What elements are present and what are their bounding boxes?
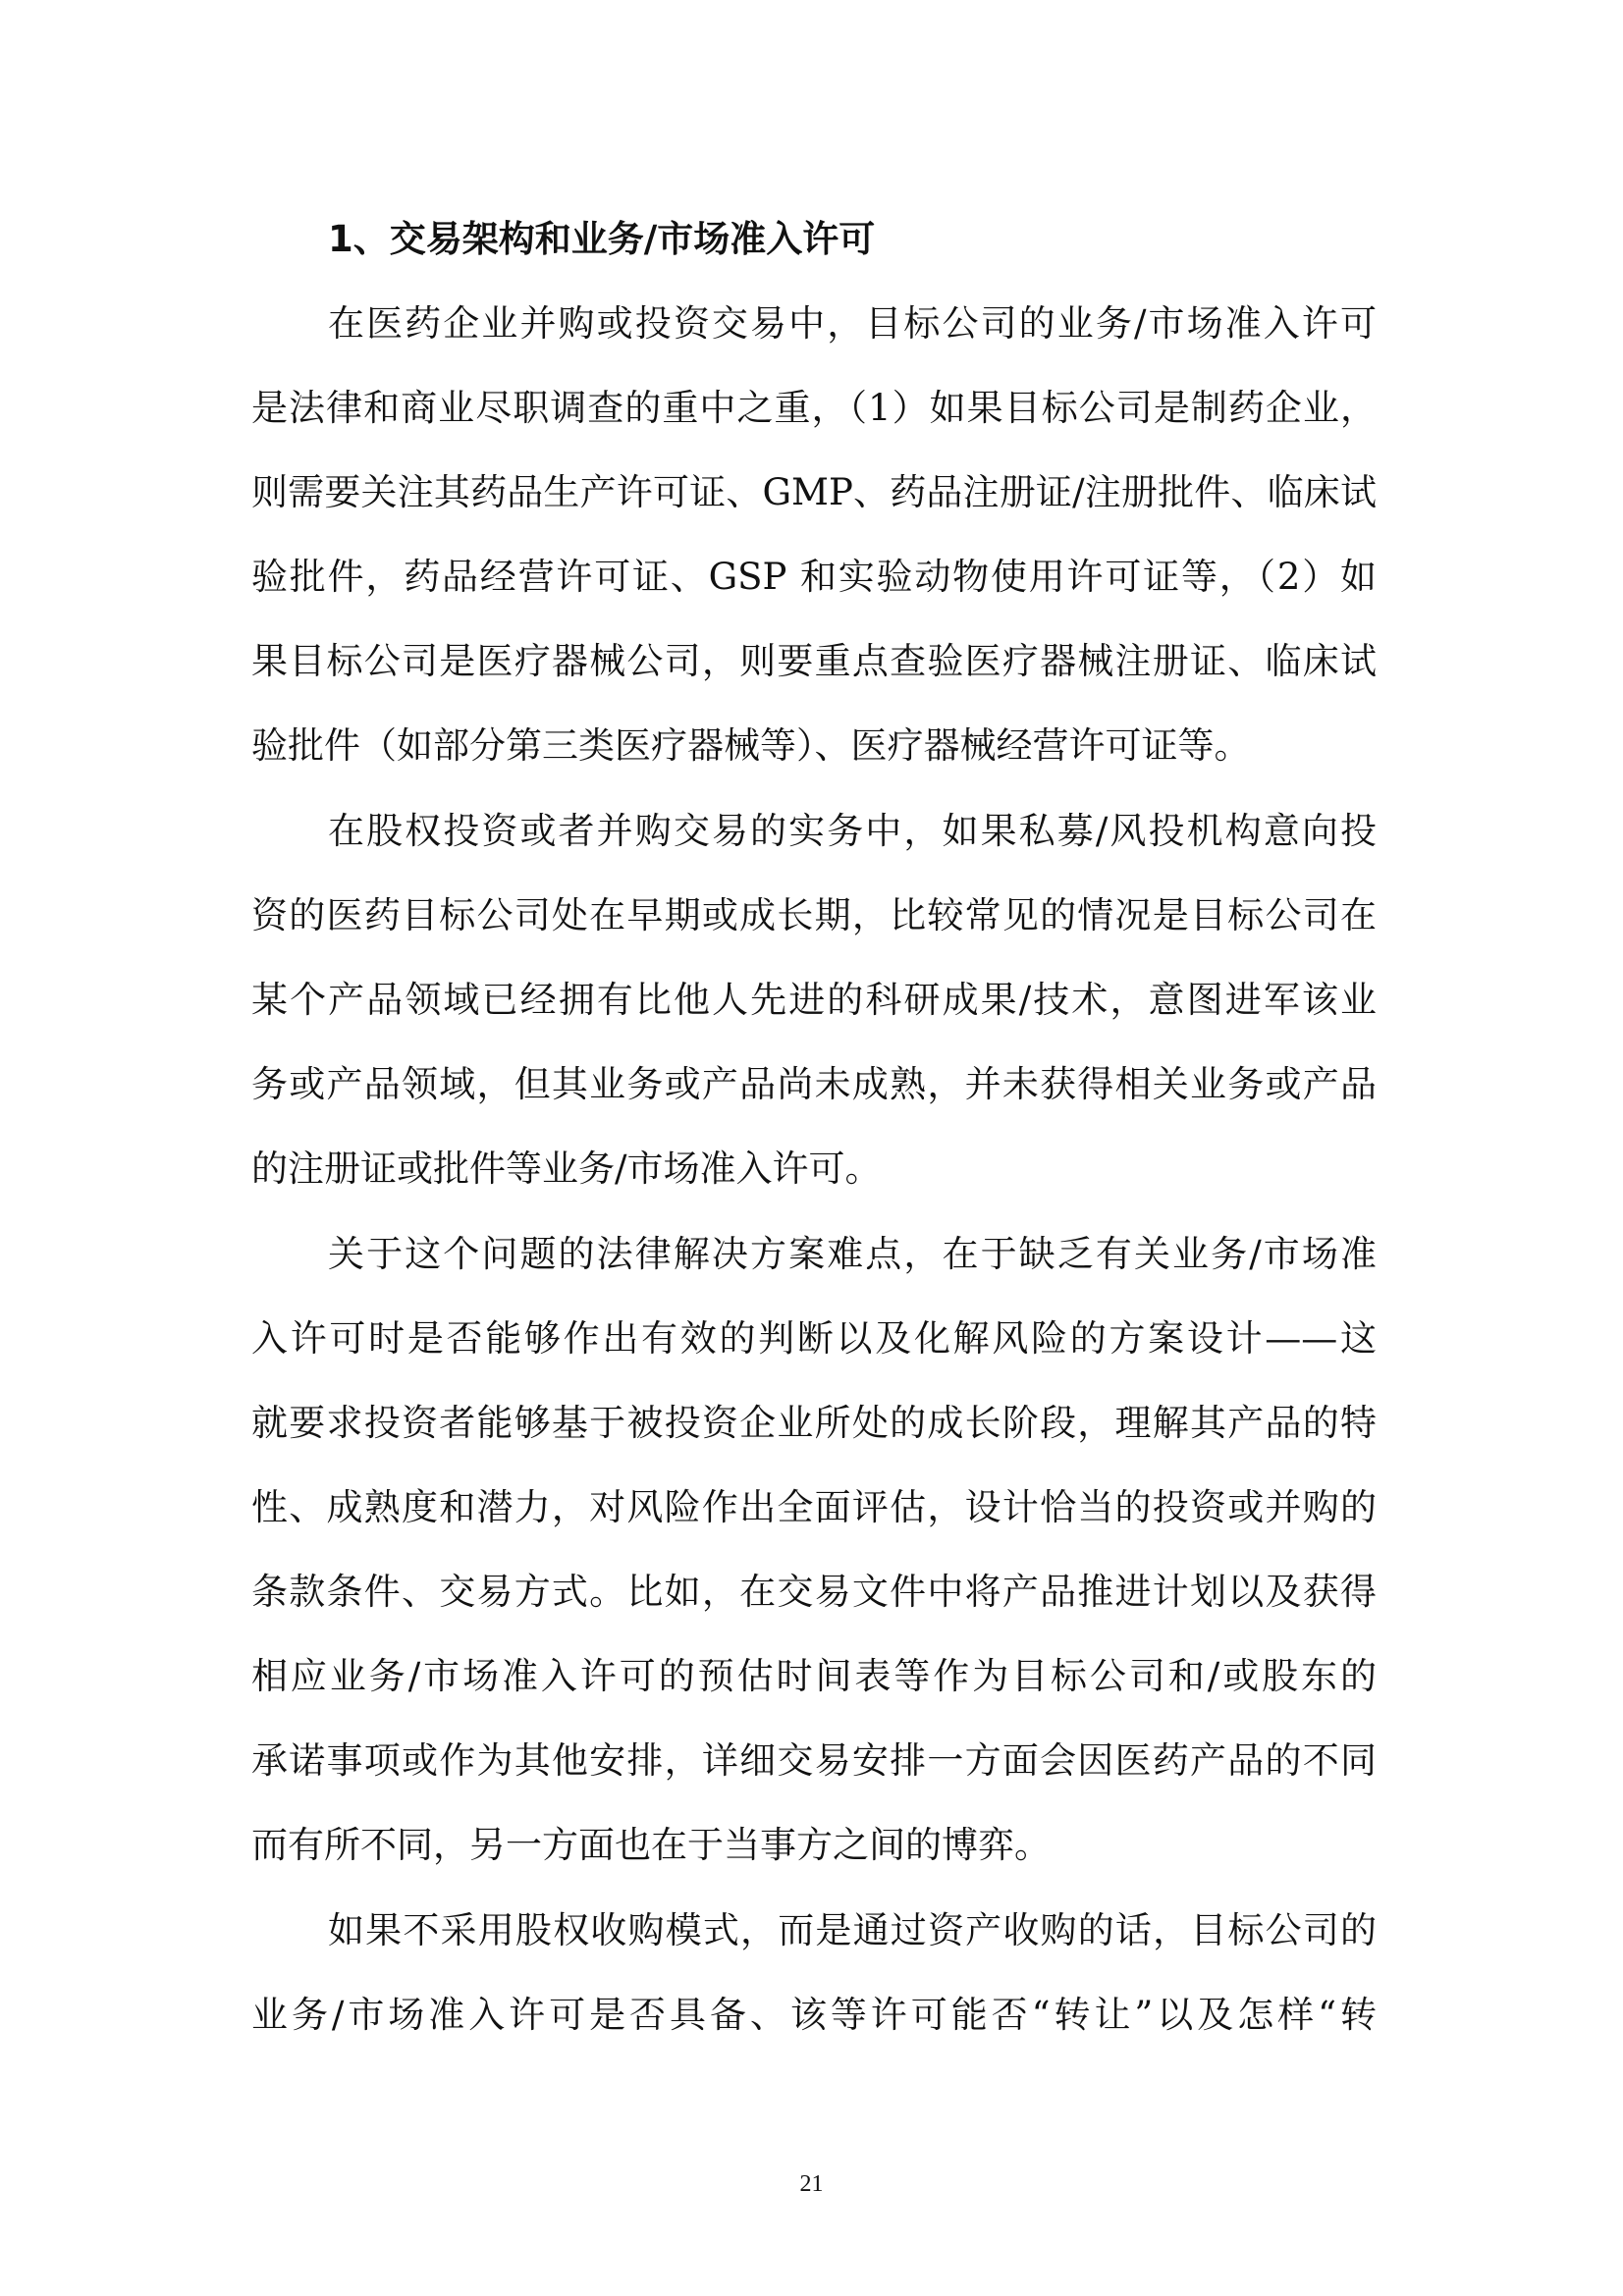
paragraph-1-line-2: 是法律和商业尽职调查的重中之重，（1）如果目标公司是制药企业， <box>251 387 1377 429</box>
paragraph-3-line-2: 入许可时是否能够作出有效的判断以及化解风险的方案设计——这 <box>251 1317 1377 1360</box>
paragraph-2-line-5: 的注册证或批件等业务/市场准入许可。 <box>251 1148 882 1190</box>
paragraph-1-line-3: 则需要关注其药品生产许可证、GMP、药品注册证/注册批件、临床试 <box>251 471 1377 513</box>
paragraph-3-line-3: 就要求投资者能够基于被投资企业所处的成长阶段，理解其产品的特 <box>251 1402 1377 1444</box>
paragraph-3-line-4: 性、成熟度和潜力，对风险作出全面评估，设计恰当的投资或并购的 <box>251 1486 1377 1528</box>
paragraph-4-line-1: 如果不采用股权收购模式，而是通过资产收购的话，目标公司的 <box>328 1909 1377 1951</box>
paragraph-3-line-5: 条款条件、交易方式。比如，在交易文件中将产品推进计划以及获得 <box>251 1571 1377 1613</box>
paragraph-4-line-2: 业务/市场准入许可是否具备、该等许可能否“转让”以及怎样“转 <box>251 1994 1377 2036</box>
paragraph-2-line-1: 在股权投资或者并购交易的实务中，如果私募/风投机构意向投 <box>328 810 1377 852</box>
paragraph-3-line-7: 承诺事项或作为其他安排，详细交易安排一方面会因医药产品的不同 <box>251 1739 1377 1782</box>
paragraph-2-line-4: 务或产品领域，但其业务或产品尚未成熟，并未获得相关业务或产品 <box>251 1063 1377 1105</box>
page-number: 21 <box>799 2171 824 2197</box>
paragraph-1-line-5: 果目标公司是医疗器械公司，则要重点查验医疗器械注册证、临床试 <box>251 640 1377 682</box>
paragraph-1-line-1: 在医药企业并购或投资交易中，目标公司的业务/市场准入许可 <box>328 302 1377 345</box>
paragraph-1-line-4: 验批件，药品经营许可证、GSP 和实验动物使用许可证等，（2）如 <box>251 556 1377 598</box>
paragraph-2-line-3: 某个产品领域已经拥有比他人先进的科研成果/技术，意图进军该业 <box>251 979 1377 1021</box>
paragraph-3-line-6: 相应业务/市场准入许可的预估时间表等作为目标公司和/或股东的 <box>251 1655 1377 1697</box>
paragraph-3-line-1: 关于这个问题的法律解决方案难点，在于缺乏有关业务/市场准 <box>328 1233 1377 1275</box>
paragraph-2-line-2: 资的医药目标公司处在早期或成长期，比较常见的情况是目标公司在 <box>251 894 1377 936</box>
section-heading: 1、交易架构和业务/市场准入许可 <box>328 218 876 260</box>
paragraph-1-line-6: 验批件（如部分第三类医疗器械等）、医疗器械经营许可证等。 <box>251 724 1251 767</box>
paragraph-3-line-8: 而有所不同，另一方面也在于当事方之间的博弈。 <box>251 1824 1051 1866</box>
